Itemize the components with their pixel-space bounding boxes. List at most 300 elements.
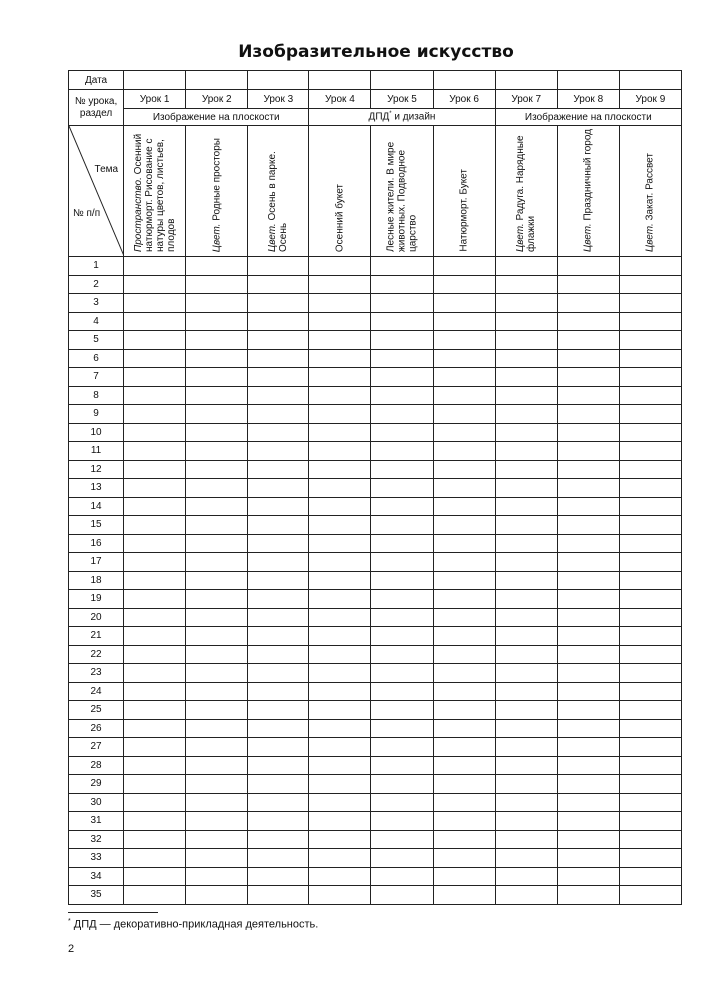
grade-cell[interactable]: [309, 553, 371, 572]
grade-cell[interactable]: [495, 849, 557, 868]
grade-cell[interactable]: [619, 405, 681, 424]
grade-cell[interactable]: [248, 516, 309, 535]
grade-cell[interactable]: [433, 571, 495, 590]
grade-cell[interactable]: [186, 849, 248, 868]
grade-cell[interactable]: [248, 682, 309, 701]
grade-cell[interactable]: [248, 497, 309, 516]
grade-cell[interactable]: [371, 312, 433, 331]
grade-cell[interactable]: [371, 294, 433, 313]
grade-cell[interactable]: [186, 423, 248, 442]
grade-cell[interactable]: [371, 479, 433, 498]
grade-cell[interactable]: [309, 701, 371, 720]
grade-cell[interactable]: [619, 571, 681, 590]
grade-cell[interactable]: [619, 275, 681, 294]
grade-cell[interactable]: [248, 664, 309, 683]
grade-cell[interactable]: [186, 516, 248, 535]
grade-cell[interactable]: [248, 479, 309, 498]
grade-cell[interactable]: [309, 682, 371, 701]
grade-cell[interactable]: [433, 312, 495, 331]
grade-cell[interactable]: [557, 368, 619, 387]
grade-cell[interactable]: [309, 719, 371, 738]
grade-cell[interactable]: [557, 442, 619, 461]
grade-cell[interactable]: [124, 719, 186, 738]
grade-cell[interactable]: [433, 349, 495, 368]
grade-cell[interactable]: [186, 534, 248, 553]
grade-cell[interactable]: [495, 331, 557, 350]
grade-cell[interactable]: [495, 664, 557, 683]
grade-cell[interactable]: [248, 738, 309, 757]
grade-cell[interactable]: [309, 460, 371, 479]
grade-cell[interactable]: [557, 497, 619, 516]
grade-cell[interactable]: [124, 294, 186, 313]
grade-cell[interactable]: [309, 497, 371, 516]
grade-cell[interactable]: [557, 627, 619, 646]
grade-cell[interactable]: [186, 738, 248, 757]
grade-cell[interactable]: [124, 664, 186, 683]
grade-cell[interactable]: [619, 701, 681, 720]
grade-cell[interactable]: [186, 590, 248, 609]
grade-cell[interactable]: [371, 405, 433, 424]
grade-cell[interactable]: [371, 516, 433, 535]
grade-cell[interactable]: [433, 830, 495, 849]
grade-cell[interactable]: [495, 479, 557, 498]
grade-cell[interactable]: [495, 719, 557, 738]
date-cell[interactable]: [495, 71, 557, 90]
grade-cell[interactable]: [371, 608, 433, 627]
grade-cell[interactable]: [619, 368, 681, 387]
grade-cell[interactable]: [124, 460, 186, 479]
grade-cell[interactable]: [495, 775, 557, 794]
grade-cell[interactable]: [495, 442, 557, 461]
grade-cell[interactable]: [124, 608, 186, 627]
grade-cell[interactable]: [309, 793, 371, 812]
grade-cell[interactable]: [124, 886, 186, 905]
grade-cell[interactable]: [124, 423, 186, 442]
grade-cell[interactable]: [186, 775, 248, 794]
grade-cell[interactable]: [186, 793, 248, 812]
grade-cell[interactable]: [124, 571, 186, 590]
grade-cell[interactable]: [248, 257, 309, 276]
grade-cell[interactable]: [309, 405, 371, 424]
grade-cell[interactable]: [495, 534, 557, 553]
grade-cell[interactable]: [433, 257, 495, 276]
grade-cell[interactable]: [433, 479, 495, 498]
grade-cell[interactable]: [433, 294, 495, 313]
grade-cell[interactable]: [309, 664, 371, 683]
grade-cell[interactable]: [557, 886, 619, 905]
grade-cell[interactable]: [619, 849, 681, 868]
grade-cell[interactable]: [433, 645, 495, 664]
grade-cell[interactable]: [124, 590, 186, 609]
grade-cell[interactable]: [619, 460, 681, 479]
grade-cell[interactable]: [309, 386, 371, 405]
grade-cell[interactable]: [433, 627, 495, 646]
grade-cell[interactable]: [124, 516, 186, 535]
grade-cell[interactable]: [186, 719, 248, 738]
grade-cell[interactable]: [309, 645, 371, 664]
grade-cell[interactable]: [248, 645, 309, 664]
grade-cell[interactable]: [186, 275, 248, 294]
grade-cell[interactable]: [433, 405, 495, 424]
grade-cell[interactable]: [557, 590, 619, 609]
grade-cell[interactable]: [371, 719, 433, 738]
grade-cell[interactable]: [371, 534, 433, 553]
grade-cell[interactable]: [433, 886, 495, 905]
grade-cell[interactable]: [186, 442, 248, 461]
grade-cell[interactable]: [619, 608, 681, 627]
grade-cell[interactable]: [433, 497, 495, 516]
grade-cell[interactable]: [371, 738, 433, 757]
grade-cell[interactable]: [619, 312, 681, 331]
grade-cell[interactable]: [557, 701, 619, 720]
grade-cell[interactable]: [186, 405, 248, 424]
grade-cell[interactable]: [619, 349, 681, 368]
grade-cell[interactable]: [309, 571, 371, 590]
grade-cell[interactable]: [557, 775, 619, 794]
grade-cell[interactable]: [495, 701, 557, 720]
grade-cell[interactable]: [557, 349, 619, 368]
grade-cell[interactable]: [186, 571, 248, 590]
grade-cell[interactable]: [495, 627, 557, 646]
grade-cell[interactable]: [371, 756, 433, 775]
grade-cell[interactable]: [371, 275, 433, 294]
date-cell[interactable]: [619, 71, 681, 90]
grade-cell[interactable]: [433, 368, 495, 387]
grade-cell[interactable]: [371, 257, 433, 276]
grade-cell[interactable]: [619, 775, 681, 794]
grade-cell[interactable]: [495, 257, 557, 276]
grade-cell[interactable]: [619, 756, 681, 775]
grade-cell[interactable]: [433, 756, 495, 775]
grade-cell[interactable]: [619, 719, 681, 738]
grade-cell[interactable]: [371, 386, 433, 405]
grade-cell[interactable]: [557, 423, 619, 442]
grade-cell[interactable]: [248, 886, 309, 905]
grade-cell[interactable]: [557, 294, 619, 313]
grade-cell[interactable]: [186, 312, 248, 331]
grade-cell[interactable]: [495, 608, 557, 627]
grade-cell[interactable]: [619, 386, 681, 405]
grade-cell[interactable]: [433, 590, 495, 609]
grade-cell[interactable]: [248, 553, 309, 572]
grade-cell[interactable]: [495, 516, 557, 535]
date-cell[interactable]: [371, 71, 433, 90]
grade-cell[interactable]: [309, 479, 371, 498]
grade-cell[interactable]: [495, 812, 557, 831]
grade-cell[interactable]: [495, 294, 557, 313]
date-cell[interactable]: [309, 71, 371, 90]
grade-cell[interactable]: [248, 590, 309, 609]
grade-cell[interactable]: [124, 312, 186, 331]
grade-cell[interactable]: [557, 645, 619, 664]
grade-cell[interactable]: [557, 534, 619, 553]
grade-cell[interactable]: [309, 442, 371, 461]
grade-cell[interactable]: [124, 534, 186, 553]
grade-cell[interactable]: [124, 497, 186, 516]
grade-cell[interactable]: [619, 645, 681, 664]
grade-cell[interactable]: [619, 442, 681, 461]
grade-cell[interactable]: [309, 331, 371, 350]
grade-cell[interactable]: [186, 645, 248, 664]
grade-cell[interactable]: [309, 886, 371, 905]
grade-cell[interactable]: [619, 830, 681, 849]
grade-cell[interactable]: [309, 738, 371, 757]
grade-cell[interactable]: [619, 331, 681, 350]
grade-cell[interactable]: [557, 849, 619, 868]
grade-cell[interactable]: [495, 553, 557, 572]
grade-cell[interactable]: [186, 386, 248, 405]
grade-cell[interactable]: [124, 682, 186, 701]
grade-cell[interactable]: [433, 775, 495, 794]
grade-cell[interactable]: [248, 627, 309, 646]
grade-cell[interactable]: [433, 793, 495, 812]
grade-cell[interactable]: [495, 867, 557, 886]
grade-cell[interactable]: [619, 257, 681, 276]
grade-cell[interactable]: [186, 460, 248, 479]
grade-cell[interactable]: [495, 368, 557, 387]
grade-cell[interactable]: [309, 423, 371, 442]
grade-cell[interactable]: [557, 479, 619, 498]
grade-cell[interactable]: [495, 571, 557, 590]
grade-cell[interactable]: [371, 867, 433, 886]
grade-cell[interactable]: [433, 516, 495, 535]
grade-cell[interactable]: [557, 331, 619, 350]
grade-cell[interactable]: [619, 516, 681, 535]
grade-cell[interactable]: [371, 331, 433, 350]
grade-cell[interactable]: [309, 312, 371, 331]
grade-cell[interactable]: [248, 571, 309, 590]
grade-cell[interactable]: [186, 867, 248, 886]
grade-cell[interactable]: [124, 257, 186, 276]
grade-cell[interactable]: [248, 460, 309, 479]
grade-cell[interactable]: [186, 701, 248, 720]
grade-cell[interactable]: [371, 775, 433, 794]
date-cell[interactable]: [433, 71, 495, 90]
grade-cell[interactable]: [557, 812, 619, 831]
grade-cell[interactable]: [186, 886, 248, 905]
grade-cell[interactable]: [124, 553, 186, 572]
grade-cell[interactable]: [433, 460, 495, 479]
grade-cell[interactable]: [186, 756, 248, 775]
grade-cell[interactable]: [248, 331, 309, 350]
grade-cell[interactable]: [557, 719, 619, 738]
grade-cell[interactable]: [433, 553, 495, 572]
grade-cell[interactable]: [433, 682, 495, 701]
grade-cell[interactable]: [371, 793, 433, 812]
grade-cell[interactable]: [248, 534, 309, 553]
grade-cell[interactable]: [557, 312, 619, 331]
grade-cell[interactable]: [433, 331, 495, 350]
grade-cell[interactable]: [495, 423, 557, 442]
grade-cell[interactable]: [248, 608, 309, 627]
grade-cell[interactable]: [619, 738, 681, 757]
grade-cell[interactable]: [557, 756, 619, 775]
grade-cell[interactable]: [248, 405, 309, 424]
grade-cell[interactable]: [433, 534, 495, 553]
grade-cell[interactable]: [124, 479, 186, 498]
date-cell[interactable]: [557, 71, 619, 90]
grade-cell[interactable]: [433, 442, 495, 461]
grade-cell[interactable]: [433, 738, 495, 757]
grade-cell[interactable]: [186, 608, 248, 627]
grade-cell[interactable]: [309, 812, 371, 831]
grade-cell[interactable]: [371, 886, 433, 905]
grade-cell[interactable]: [248, 294, 309, 313]
grade-cell[interactable]: [124, 738, 186, 757]
grade-cell[interactable]: [124, 405, 186, 424]
grade-cell[interactable]: [124, 349, 186, 368]
grade-cell[interactable]: [557, 405, 619, 424]
grade-cell[interactable]: [309, 294, 371, 313]
grade-cell[interactable]: [371, 349, 433, 368]
grade-cell[interactable]: [248, 701, 309, 720]
date-cell[interactable]: [124, 71, 186, 90]
grade-cell[interactable]: [371, 571, 433, 590]
grade-cell[interactable]: [309, 257, 371, 276]
grade-cell[interactable]: [619, 294, 681, 313]
grade-cell[interactable]: [309, 516, 371, 535]
grade-cell[interactable]: [557, 867, 619, 886]
grade-cell[interactable]: [248, 349, 309, 368]
grade-cell[interactable]: [124, 756, 186, 775]
grade-cell[interactable]: [124, 849, 186, 868]
date-cell[interactable]: [186, 71, 248, 90]
grade-cell[interactable]: [124, 830, 186, 849]
grade-cell[interactable]: [433, 701, 495, 720]
grade-cell[interactable]: [433, 275, 495, 294]
grade-cell[interactable]: [248, 775, 309, 794]
grade-cell[interactable]: [309, 756, 371, 775]
grade-cell[interactable]: [371, 590, 433, 609]
grade-cell[interactable]: [619, 423, 681, 442]
grade-cell[interactable]: [557, 553, 619, 572]
grade-cell[interactable]: [495, 793, 557, 812]
grade-cell[interactable]: [309, 849, 371, 868]
grade-cell[interactable]: [433, 423, 495, 442]
grade-cell[interactable]: [619, 812, 681, 831]
grade-cell[interactable]: [124, 645, 186, 664]
grade-cell[interactable]: [124, 275, 186, 294]
grade-cell[interactable]: [557, 793, 619, 812]
grade-cell[interactable]: [248, 812, 309, 831]
grade-cell[interactable]: [495, 682, 557, 701]
grade-cell[interactable]: [248, 830, 309, 849]
grade-cell[interactable]: [248, 793, 309, 812]
grade-cell[interactable]: [248, 386, 309, 405]
grade-cell[interactable]: [309, 627, 371, 646]
grade-cell[interactable]: [495, 497, 557, 516]
grade-cell[interactable]: [371, 812, 433, 831]
grade-cell[interactable]: [124, 812, 186, 831]
grade-cell[interactable]: [495, 312, 557, 331]
grade-cell[interactable]: [371, 423, 433, 442]
grade-cell[interactable]: [433, 867, 495, 886]
grade-cell[interactable]: [124, 627, 186, 646]
grade-cell[interactable]: [124, 775, 186, 794]
grade-cell[interactable]: [309, 368, 371, 387]
grade-cell[interactable]: [557, 386, 619, 405]
grade-cell[interactable]: [557, 460, 619, 479]
grade-cell[interactable]: [186, 294, 248, 313]
grade-cell[interactable]: [619, 553, 681, 572]
grade-cell[interactable]: [309, 608, 371, 627]
grade-cell[interactable]: [248, 849, 309, 868]
grade-cell[interactable]: [371, 553, 433, 572]
grade-cell[interactable]: [124, 386, 186, 405]
grade-cell[interactable]: [433, 719, 495, 738]
grade-cell[interactable]: [124, 368, 186, 387]
grade-cell[interactable]: [371, 368, 433, 387]
grade-cell[interactable]: [557, 738, 619, 757]
grade-cell[interactable]: [371, 627, 433, 646]
grade-cell[interactable]: [309, 534, 371, 553]
grade-cell[interactable]: [619, 867, 681, 886]
grade-cell[interactable]: [619, 497, 681, 516]
grade-cell[interactable]: [186, 368, 248, 387]
grade-cell[interactable]: [433, 849, 495, 868]
grade-cell[interactable]: [495, 886, 557, 905]
grade-cell[interactable]: [619, 664, 681, 683]
grade-cell[interactable]: [248, 368, 309, 387]
grade-cell[interactable]: [371, 701, 433, 720]
grade-cell[interactable]: [619, 886, 681, 905]
grade-cell[interactable]: [248, 275, 309, 294]
grade-cell[interactable]: [124, 331, 186, 350]
grade-cell[interactable]: [619, 534, 681, 553]
grade-cell[interactable]: [186, 682, 248, 701]
grade-cell[interactable]: [619, 590, 681, 609]
grade-cell[interactable]: [495, 405, 557, 424]
grade-cell[interactable]: [433, 812, 495, 831]
grade-cell[interactable]: [557, 682, 619, 701]
date-cell[interactable]: [248, 71, 309, 90]
grade-cell[interactable]: [248, 867, 309, 886]
grade-cell[interactable]: [557, 830, 619, 849]
grade-cell[interactable]: [557, 571, 619, 590]
grade-cell[interactable]: [186, 830, 248, 849]
grade-cell[interactable]: [186, 812, 248, 831]
grade-cell[interactable]: [371, 830, 433, 849]
grade-cell[interactable]: [619, 682, 681, 701]
grade-cell[interactable]: [371, 442, 433, 461]
grade-cell[interactable]: [248, 719, 309, 738]
grade-cell[interactable]: [186, 664, 248, 683]
grade-cell[interactable]: [433, 386, 495, 405]
grade-cell[interactable]: [248, 756, 309, 775]
grade-cell[interactable]: [557, 275, 619, 294]
grade-cell[interactable]: [186, 331, 248, 350]
grade-cell[interactable]: [371, 645, 433, 664]
grade-cell[interactable]: [495, 275, 557, 294]
grade-cell[interactable]: [309, 830, 371, 849]
grade-cell[interactable]: [124, 867, 186, 886]
grade-cell[interactable]: [495, 830, 557, 849]
grade-cell[interactable]: [619, 479, 681, 498]
grade-cell[interactable]: [309, 590, 371, 609]
grade-cell[interactable]: [371, 460, 433, 479]
grade-cell[interactable]: [248, 423, 309, 442]
grade-cell[interactable]: [186, 479, 248, 498]
grade-cell[interactable]: [371, 682, 433, 701]
grade-cell[interactable]: [124, 442, 186, 461]
grade-cell[interactable]: [371, 849, 433, 868]
grade-cell[interactable]: [124, 793, 186, 812]
grade-cell[interactable]: [433, 664, 495, 683]
grade-cell[interactable]: [619, 627, 681, 646]
grade-cell[interactable]: [248, 312, 309, 331]
grade-cell[interactable]: [309, 775, 371, 794]
grade-cell[interactable]: [309, 867, 371, 886]
